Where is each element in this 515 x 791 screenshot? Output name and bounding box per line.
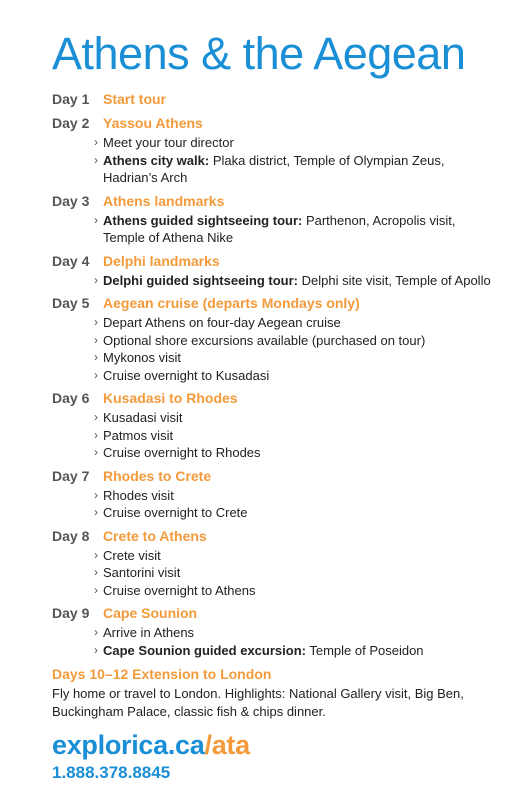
chevron-right-icon: › [94, 135, 98, 149]
item-text: Patmos visit [103, 427, 174, 443]
day-title: Athens landmarks [103, 192, 225, 209]
day-title: Yassou Athens [103, 115, 203, 131]
extension-section [52, 665, 495, 720]
itinerary-item [94, 349, 495, 367]
itinerary-item [94, 547, 495, 565]
chevron-right-icon: › [94, 427, 98, 442]
chevron-right-icon: › [94, 625, 98, 639]
day-items [52, 624, 495, 659]
url-domain: explorica.ca [52, 730, 205, 760]
day-header [52, 90, 495, 109]
item-text: Parthenon, Acropolis visit, Temple of Athena Nike [103, 212, 456, 245]
day-items [52, 314, 495, 384]
chevron-right-icon: › [94, 212, 98, 227]
day-header [52, 389, 495, 408]
day-header [52, 294, 495, 313]
phone-number[interactable]: 1.888.378.8845 [52, 763, 171, 782]
chevron-right-icon: › [94, 582, 98, 597]
itinerary-item [94, 314, 495, 332]
chevron-right-icon: › [94, 152, 98, 167]
item-text: Cruise overnight to Rhodes [103, 445, 261, 460]
item-highlight: Athens city walk: [103, 152, 210, 168]
day-entry [52, 90, 495, 109]
day-header [52, 252, 495, 271]
item-highlight: Delphi guided sightseeing tour: [103, 272, 298, 288]
day-label: Day 5 [52, 295, 90, 311]
itinerary-item [94, 487, 495, 505]
chevron-right-icon: › [94, 315, 98, 329]
item-text: Optional shore excursions available (purchased on tour) [103, 332, 426, 348]
item-text: Cruise overnight to Athens [103, 582, 256, 598]
day-label: Day 6 [52, 390, 90, 406]
itinerary-item [94, 212, 495, 247]
chevron-right-icon: › [94, 272, 98, 287]
itinerary-item [94, 134, 495, 152]
day-entry [52, 389, 495, 462]
chevron-right-icon: › [94, 350, 98, 364]
day-items [52, 547, 495, 600]
itinerary-item [94, 642, 495, 660]
chevron-right-icon: › [94, 547, 98, 562]
itinerary-item [94, 409, 495, 427]
item-text: Plaka district, Temple of Olympian Zeus, Hadrian’s Arch [103, 152, 445, 185]
chevron-right-icon: › [94, 565, 98, 579]
day-header [52, 192, 495, 211]
itinerary-item [94, 582, 495, 600]
day-items [52, 134, 495, 187]
day-header [52, 527, 495, 546]
day-items [52, 409, 495, 462]
chevron-right-icon: › [94, 332, 98, 347]
url-path: ata [211, 730, 250, 760]
day-header [52, 604, 495, 623]
itinerary-item [94, 624, 495, 642]
day-list [52, 90, 495, 659]
chevron-right-icon: › [94, 410, 98, 424]
day-items [52, 487, 495, 522]
day-header [52, 467, 495, 486]
item-text: Arrive in Athens [103, 625, 195, 640]
day-entry [52, 252, 495, 290]
day-items [52, 212, 495, 247]
item-text: Kusadasi visit [103, 410, 183, 425]
day-label: Day 9 [52, 605, 90, 621]
day-label: Day 1 [52, 91, 90, 107]
extension-title: Days 10–12 Extension to London [52, 666, 272, 682]
itinerary-item [94, 332, 495, 350]
day-title: Rhodes to Crete [103, 467, 212, 484]
day-entry [52, 527, 495, 600]
item-text: Depart Athens on four-day Aegean cruise [103, 315, 341, 330]
chevron-right-icon: › [94, 487, 98, 502]
chevron-right-icon: › [94, 642, 98, 657]
day-label: Day 8 [52, 527, 90, 544]
day-label: Day 4 [52, 252, 90, 269]
day-entry [52, 467, 495, 522]
item-highlight: Cape Sounion guided excursion: [103, 642, 306, 658]
chevron-right-icon: › [94, 367, 98, 382]
item-text: Santorini visit [103, 565, 181, 580]
itinerary-item [94, 444, 495, 462]
day-title: Crete to Athens [103, 527, 207, 544]
item-text: Temple of Poseidon [305, 642, 424, 658]
chevron-right-icon: › [94, 505, 98, 519]
item-text: Crete visit [103, 547, 161, 563]
day-label: Day 7 [52, 467, 90, 484]
day-entry [52, 294, 495, 384]
page-title: Athens & the Aegean [52, 28, 466, 79]
itinerary-item [94, 504, 495, 522]
itinerary-item [94, 564, 495, 582]
day-title: Start tour [103, 91, 166, 107]
itinerary-item [94, 152, 495, 187]
itinerary-item [94, 427, 495, 445]
day-title: Aegean cruise (departs Mondays only) [103, 295, 360, 311]
extension-text: Fly home or travel to London. Highlights: National Gallery visit, Big Ben, Buckingham Palace, classic fish & chips dinner. [52, 686, 464, 719]
itinerary-item [94, 272, 495, 290]
item-text: Rhodes visit [103, 487, 174, 503]
day-label: Day 3 [52, 192, 90, 209]
item-text: Delphi site visit, Temple of Apollo [298, 272, 491, 288]
item-text: Cruise overnight to Crete [103, 505, 248, 520]
chevron-right-icon: › [94, 445, 98, 459]
day-items [52, 272, 495, 290]
url-separator: / [204, 730, 212, 760]
day-entry [52, 192, 495, 247]
day-entry [52, 604, 495, 659]
day-header [52, 114, 495, 133]
itinerary-item [94, 367, 495, 385]
footer [52, 730, 495, 783]
item-highlight: Athens guided sightseeing tour: [103, 212, 303, 228]
day-title: Kusadasi to Rhodes [103, 390, 238, 406]
day-entry [52, 114, 495, 187]
day-title: Cape Sounion [103, 605, 198, 621]
website-link[interactable] [52, 730, 495, 761]
day-title: Delphi landmarks [103, 252, 220, 269]
item-text: Meet your tour director [103, 135, 234, 150]
item-text: Cruise overnight to Kusadasi [103, 367, 270, 383]
item-text: Mykonos visit [103, 350, 182, 365]
day-label: Day 2 [52, 115, 90, 131]
